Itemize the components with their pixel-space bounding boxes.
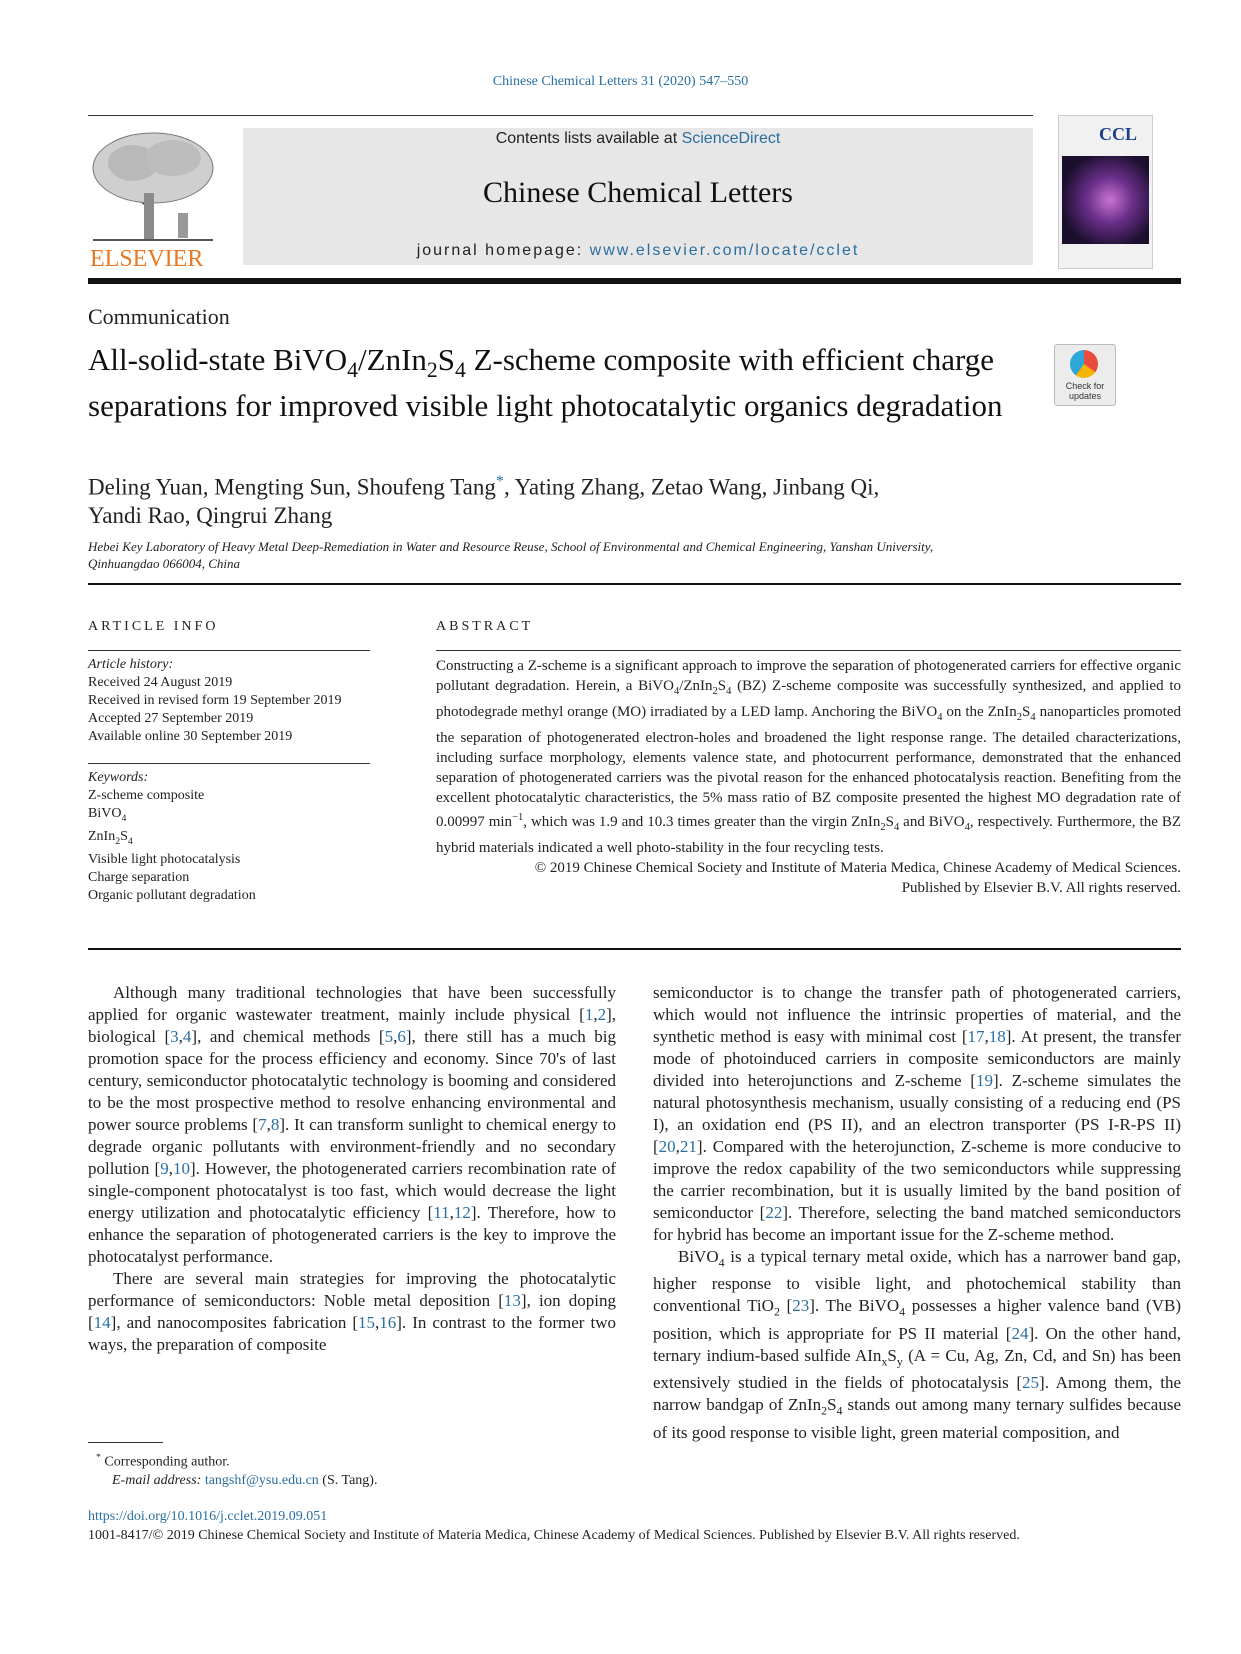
keyword: Organic pollutant degradation: [88, 887, 256, 903]
issn-copyright-line: 1001-8417/© 2019 Chinese Chemical Society and Institute of Materia Medica, Chinese Academy of Medical Sciences. Published by Elsevier B.V. All rights reserved.: [88, 1528, 1020, 1543]
body-column-right: [653, 982, 1181, 1444]
abstract-rule: [436, 650, 1181, 651]
history-item: Accepted 27 September 2019: [88, 711, 254, 726]
header-top-rule: [88, 115, 1033, 116]
sciencedirect-link[interactable]: ScienceDirect: [681, 130, 781, 147]
author-list: Deling Yuan, Mengting Sun, Shoufeng Tang*, Yating Zhang, Zetao Wang, Jinbang Qi, Yandi Rao, Qingrui Zhang: [88, 473, 880, 528]
citation-link[interactable]: 2: [597, 1005, 607, 1024]
journal-cover-thumbnail: [1058, 115, 1153, 269]
keywords-label: Keywords:: [88, 770, 149, 785]
abstract-publisher: Published by Elsevier B.V. All rights reserved.: [901, 880, 1181, 896]
citation-link[interactable]: 6: [397, 1027, 406, 1046]
citation-link[interactable]: 9: [160, 1159, 169, 1178]
article-info-rule: [88, 650, 370, 651]
journal-title: Chinese Chemical Letters: [483, 176, 793, 209]
history-item: Received 24 August 2019: [88, 675, 233, 690]
corresponding-author-footnote: * Corresponding author. E-mail address: tangshf@ysu.edu.cn (S. Tang).: [96, 1452, 378, 1488]
footnote-rule: [88, 1442, 163, 1443]
journal-homepage-link[interactable]: www.elsevier.com/locate/cclet: [589, 242, 860, 259]
keyword: $ZnIn_2S_4$: [88, 828, 133, 847]
citation-link[interactable]: 1: [584, 1005, 594, 1024]
keyword: Charge separation: [88, 869, 190, 885]
history-item: Available online 30 September 2019: [88, 729, 293, 744]
section-rule: [88, 948, 1181, 950]
abstract-copyright: © 2019 Chinese Chemical Society and Institute of Materia Medica, Chinese Academy of Medical Sciences.: [534, 860, 1181, 876]
citation-link[interactable]: 20: [658, 1137, 676, 1156]
crossmark-icon: [1070, 350, 1098, 378]
citation-link[interactable]: 5: [384, 1027, 394, 1046]
paper-title: All-solid-state $BiVO_4/ZnIn_2S_4$ Z-scheme composite with efficient charge separations for improved visible light photocatalytic organics degradation: [88, 342, 1003, 424]
body-paragraph: BiVO$_4$ is a typical ternary metal oxide, which has a narrower band gap, higher response to visible light, and photochemical stability than conventional TiO$_2$ [23]. The BiVO$_4$ possesses a higher valence band (VB) position, which is appropriate for PS II material [24]. On the other hand, ternary indium-based sulfide $AIn_xS_y$ (A = Cu, Ag, Zn, Cd, and Sn) has been extensively studied in the fields of photocatalysis [25]. Among them, the narrow bandgap of $ZnIn_2S_4$ stands out among many ternary sulfides because of its good response to visible light, green material composition, and: [653, 1247, 1182, 1442]
citation-link[interactable]: 4: [182, 1027, 192, 1046]
citation-link[interactable]: 7: [258, 1115, 267, 1134]
article-type: Communication: [88, 304, 230, 329]
check-updates-label: Check for updates: [1065, 381, 1105, 401]
affiliation: Hebei Key Laboratory of Heavy Metal Deep-Remediation in Water and Resource Reuse, School of Environmental and Chemical Engineering, Yanshan University, Qinhuangdao 066004, China: [88, 539, 934, 571]
check-for-updates-button[interactable]: [1054, 344, 1116, 406]
citation-link[interactable]: 10: [172, 1159, 190, 1178]
citation-link[interactable]: 13: [503, 1291, 521, 1310]
journal-reference-link[interactable]: Chinese Chemical Letters 31 (2020) 547–550: [492, 74, 749, 89]
homepage-prefix: journal homepage:: [416, 242, 590, 259]
citation-link[interactable]: 17: [967, 1027, 985, 1046]
citation-link[interactable]: 11: [433, 1203, 450, 1222]
citation-link[interactable]: 23: [792, 1296, 810, 1316]
abstract-heading: ABSTRACT: [436, 619, 534, 634]
doi-link[interactable]: https://doi.org/10.1016/j.cclet.2019.09.051: [88, 1509, 328, 1524]
journal-banner: [243, 128, 1033, 265]
citation-link[interactable]: 18: [988, 1027, 1006, 1046]
citation-link[interactable]: 12: [453, 1203, 471, 1222]
citation-link[interactable]: 22: [765, 1203, 783, 1222]
keywords-rule: [88, 763, 370, 764]
citation-link[interactable]: 25: [1022, 1373, 1040, 1393]
footnote-marker: *: [96, 1452, 101, 1463]
citation-link[interactable]: 3: [170, 1027, 179, 1046]
citation-link[interactable]: 8: [270, 1115, 280, 1134]
keywords: [88, 769, 378, 905]
citation-link[interactable]: 16: [379, 1313, 397, 1332]
keyword: Visible light photocatalysis: [88, 851, 241, 867]
citation-link[interactable]: 15: [358, 1313, 376, 1332]
body-paragraph: Although many traditional technologies that have been successfully applied for organic wastewater treatment, mainly include physical [1,2], biological [3,4], and chemical methods [5,6], there still has a much big promotion space for the process efficiency and economy. Since 70's of last century, semiconductor photocatalytic technology is booming and considered to be the most prospective method to resolve enhancing environmental and power source problems [7,8]. It can transform sunlight to chemical energy to degrade organic pollutants with environment-friendly and no secondary pollution [9,10]. However, the photogenerated carriers recombination rate of single-component photocatalyst is too fast, which would decrease the light energy utilization and photocatalytic efficiency [11,12]. Therefore, how to enhance the separation of photogenerated carriers is the key to improve the photocatalyst performance.: [88, 983, 616, 1266]
keyword: Z-scheme composite: [88, 788, 205, 803]
contents-line: [243, 130, 1033, 148]
citation-link[interactable]: 24: [1011, 1323, 1029, 1343]
citation-link[interactable]: 21: [679, 1137, 697, 1156]
header-thick-rule: [88, 278, 1181, 284]
body-paragraph: There are several main strategies for improving the photocatalytic performance of semiconductors: Noble metal deposition [13], ion doping [14], and nanocomposites fabrication [15,16]. In contrast to the former two ways, the preparation of composite: [88, 1269, 616, 1354]
citation-link[interactable]: 14: [93, 1313, 111, 1332]
corresponding-author-link[interactable]: *: [495, 473, 504, 490]
homepage-line: [243, 242, 1033, 260]
history-label: Article history:: [88, 657, 174, 672]
article-history: [88, 656, 378, 746]
history-item: Received in revised form 19 September 2019: [88, 693, 342, 708]
body-paragraph: semiconductor is to change the transfer path of photogenerated carriers, which would not influence the intrinsic properties of material, and the synthetic method is easy with minimal cost [17,18]. At present, the transfer mode of photoinduced carriers in composite semiconductors are mainly divided into heterojunctions and Z-scheme [19]. Z-scheme simulates the natural photosynthesis mechanism, usually consisting of a reducing end (PS I), an oxidation end (PS II), and an electron transporter (PS I-R-PS II) [20,21]. Compared with the heterojunction, Z-scheme is more conducive to improve the redox capability of the two semiconductors while suppressing the carrier recombination, but it is usually limited by the band position of semiconductor [22]. Therefore, selecting the band matched semiconductors for hybrid has become an important issue for the Z-scheme method.: [653, 983, 1182, 1244]
cover-title: CCL: [1099, 124, 1138, 144]
abstract-body: Constructing a Z-scheme is a significant approach to improve the separation of photogenerated carriers for effective organic pollutant degradation. Herein, a $BiVO_4/ZnIn_2S_4$ (BZ) Z-scheme composite was successfully synthesized, and applied to photodegrade methyl orange (MO) irradiated by a LED lamp. Anchoring the BiVO$_4$ on the $ZnIn_2S_4$ nanoparticles promoted the separation of photogenerated electron-holes and broadened the light response range. The detailed characterizations, including surface morphology, elements valence state, and photocurrent performance, demonstrated that the enhanced separation of photogenerated carriers was the pivotal reason for the enhanced photocatalysis reaction. Benefiting from the excellent photocatalytic characteristics, the 5% mass ratio of BZ composite presented the highest MO degradation rate of 0.00997 $\min^{-1}$, which was 1.9 and 10.3 times greater than the virgin $ZnIn_2S_4$ and BiVO$_4$, respectively. Furthermore, the BZ hybrid materials indicated a well photo-stability in the four recycling tests. © 2019 Chinese Chemical Society and Institute of Materia Medica, Chinese Academy of Medical Sciences. Published by Elsevier B.V. All rights reserved.: [436, 658, 1181, 896]
section-rule: [88, 583, 1181, 585]
contents-prefix: Contents lists available at: [495, 130, 682, 147]
elsevier-wordmark: ELSEVIER: [90, 246, 204, 272]
citation-link[interactable]: 19: [975, 1071, 993, 1090]
cover-artwork: [1062, 156, 1149, 244]
keyword: BiVO$_4$: [88, 806, 127, 824]
email-link[interactable]: tangshf@ysu.edu.cn: [204, 1472, 319, 1488]
body-column-left: [88, 982, 616, 1356]
article-info-heading: ARTICLE INFO: [88, 619, 219, 634]
